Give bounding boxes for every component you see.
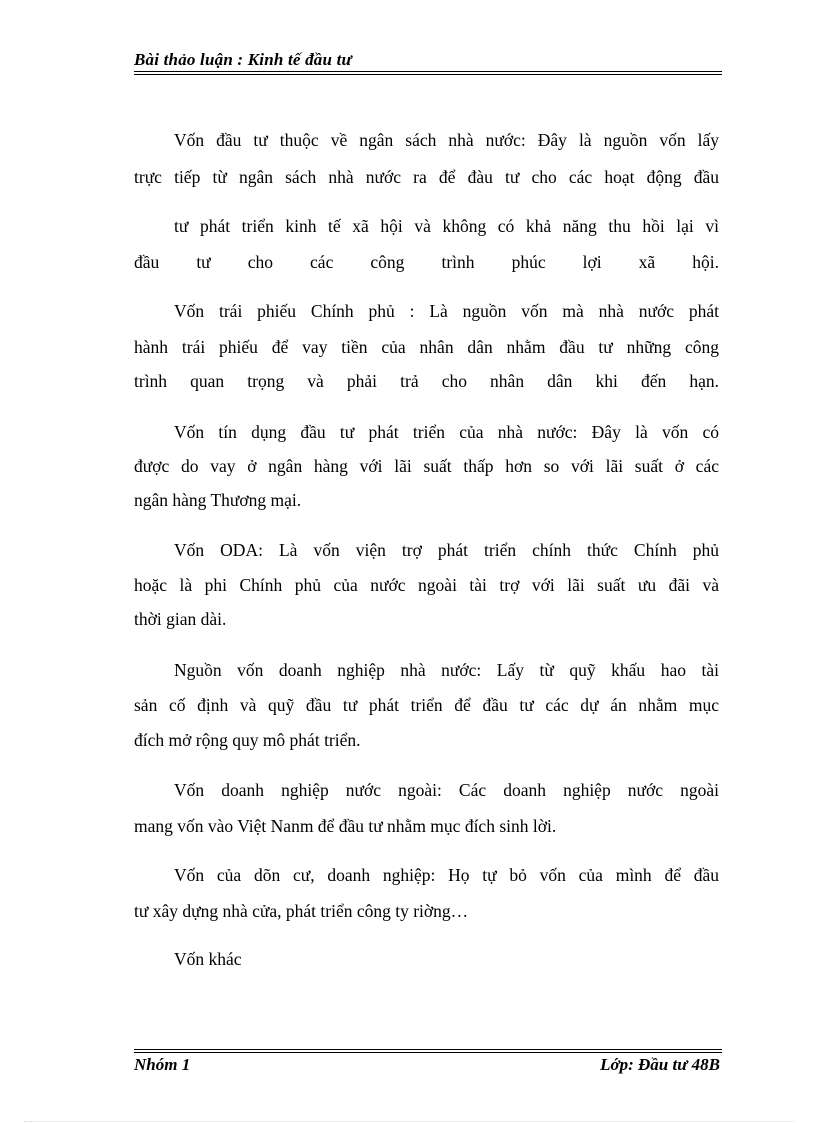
header-rule bbox=[134, 71, 722, 72]
paragraph-line: Vốn ODA: Là vốn viện trợ phát triển chính thức Chính phủ bbox=[174, 540, 719, 560]
paragraph-line: Vốn doanh nghiệp nước ngoài: Các doanh nghiệp nước ngoài bbox=[174, 780, 719, 800]
header-rule-thin bbox=[134, 74, 722, 75]
paragraph-line: tư xây dựng nhà cửa, phát triển công ty riờng… bbox=[134, 901, 469, 921]
paragraph-line: Vốn của dõn cư, doanh nghiệp: Họ tự bỏ vốn của mình để đầu bbox=[174, 865, 719, 885]
paragraph-line: Nguồn vốn doanh nghiệp nhà nước: Lấy từ quỹ khấu hao tài bbox=[174, 660, 719, 680]
paragraph-line: Vốn tín dụng đầu tư phát triển của nhà nước: Đây là vốn có bbox=[174, 422, 719, 442]
paragraph-line: thời gian dài. bbox=[134, 609, 227, 629]
footer-rule-thin bbox=[134, 1049, 722, 1050]
paragraph-line: sản cố định và quỹ đầu tư phát triển để đầu tư các dự án nhằm mục bbox=[134, 695, 719, 715]
page-edge-divider bbox=[24, 1121, 794, 1122]
paragraph-line: tư phát triển kinh tế xã hội và không có khả năng thu hồi lại vì bbox=[174, 216, 719, 236]
paragraph-line: Vốn đầu tư thuộc về ngân sách nhà nước: Đây là nguồn vốn lấy bbox=[174, 130, 719, 150]
paragraph-line: được do vay ở ngân hàng với lãi suất thấp hơn so với lãi suất ở các bbox=[134, 456, 719, 476]
footer-rule bbox=[134, 1052, 722, 1053]
paragraph-line: Vốn khác bbox=[174, 949, 242, 969]
paragraph-line: trực tiếp từ ngân sách nhà nước ra để đàu tư cho các hoạt động đầu bbox=[134, 167, 719, 187]
footer-group-label: Nhóm 1 bbox=[134, 1055, 191, 1074]
paragraph-line: mang vốn vào Việt Nanm để đầu tư nhằm mục đích sinh lời. bbox=[134, 816, 557, 836]
header-title: Bài thảo luận : Kinh tế đầu tư bbox=[134, 50, 352, 69]
paragraph-line: ngân hàng Thương mại. bbox=[134, 490, 302, 510]
paragraph-line: hoặc là phi Chính phủ của nước ngoài tài trợ với lãi suất ưu đãi và bbox=[134, 575, 719, 595]
paragraph-line: trình quan trọng và phải trả cho nhân dân khi đến hạn. bbox=[134, 371, 719, 391]
paragraph-line: đích mở rộng quy mô phát triển. bbox=[134, 730, 361, 750]
paragraph-line: đầu tư cho các công trình phúc lợi xã hội. bbox=[134, 252, 719, 272]
footer-class-label: Lớp: Đầu tư 48B bbox=[600, 1055, 720, 1074]
paragraph-line: hành trái phiếu để vay tiền của nhân dân nhằm đầu tư những công bbox=[134, 337, 719, 357]
paragraph-line: Vốn trái phiếu Chính phủ : Là nguồn vốn mà nhà nước phát bbox=[174, 301, 719, 321]
